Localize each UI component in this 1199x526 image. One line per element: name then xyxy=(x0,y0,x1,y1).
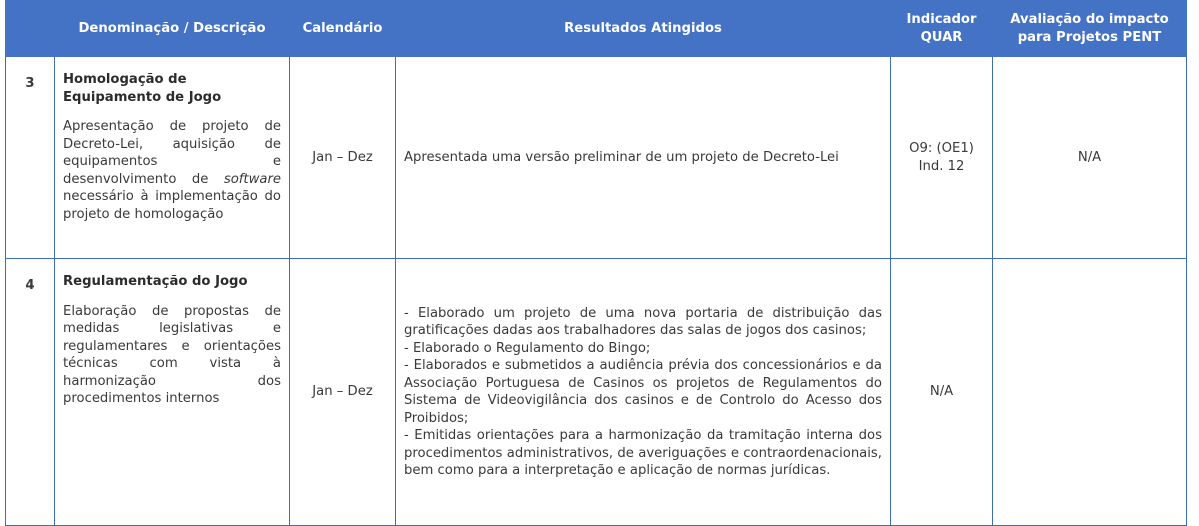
row-description: Apresentação de projeto de Decreto-Lei, aquisição de equipamentos e desenvolvimento de software necessário à implementação do projeto de homologação xyxy=(63,119,281,222)
header-resultados: Resultados Atingidos xyxy=(396,1,891,57)
row-number: 3 xyxy=(6,57,55,259)
row-description-cell xyxy=(55,57,290,259)
header-indicador: Indicador QUAR xyxy=(891,1,993,57)
row-results: - Elaborado um projeto de uma nova portaria de distribuição das gratificações dadas aos trabalhadores das salas de jogos dos casinos; - Elaborado o Regulamento do Bingo; - Elaborados e submetidos a audiência prévia dos concessionários e da Associação Portuguesa de Casinos os projetos de Regulamentos do Sistema de Videovigilância dos casinos e de Controlo do Acesso dos Proibidos; - Emitidas orientações para a harmonização da tramitação interna dos procedimentos administrativos, de averiguações e contraordenacionais, bem como para a interpretação e aplicação de normas jurídicas. xyxy=(396,259,891,526)
row-indicator: O9: (OE1) Ind. 12 xyxy=(891,57,993,259)
row-results: Apresentada uma versão preliminar de um projeto de Decreto-Lei xyxy=(396,57,891,259)
activities-table xyxy=(5,0,1187,526)
row-description: Elaboração de propostas de medidas legislativas e regulamentares e orientações técnicas com vista à harmonização dos procedimentos internos xyxy=(63,303,281,406)
table-row xyxy=(6,259,1187,526)
row-calendar: Jan – Dez xyxy=(290,259,396,526)
table-header-row xyxy=(6,1,1187,57)
header-denominacao: Denominação / Descrição xyxy=(55,1,290,57)
row-evaluation: N/A xyxy=(993,57,1187,259)
header-avaliacao: Avaliação do impacto para Projetos PENT xyxy=(993,1,1187,57)
row-number: 4 xyxy=(6,259,55,526)
row-indicator: N/A xyxy=(891,259,993,526)
row-title: Regulamentação do Jogo xyxy=(63,274,248,289)
header-calendario: Calendário xyxy=(290,1,396,57)
table-row xyxy=(6,57,1187,259)
row-title: Homologação de Equipamento de Jogo xyxy=(63,72,222,105)
row-description-cell xyxy=(55,259,290,526)
header-number xyxy=(6,1,55,57)
row-evaluation xyxy=(993,259,1187,526)
row-calendar: Jan – Dez xyxy=(290,57,396,259)
